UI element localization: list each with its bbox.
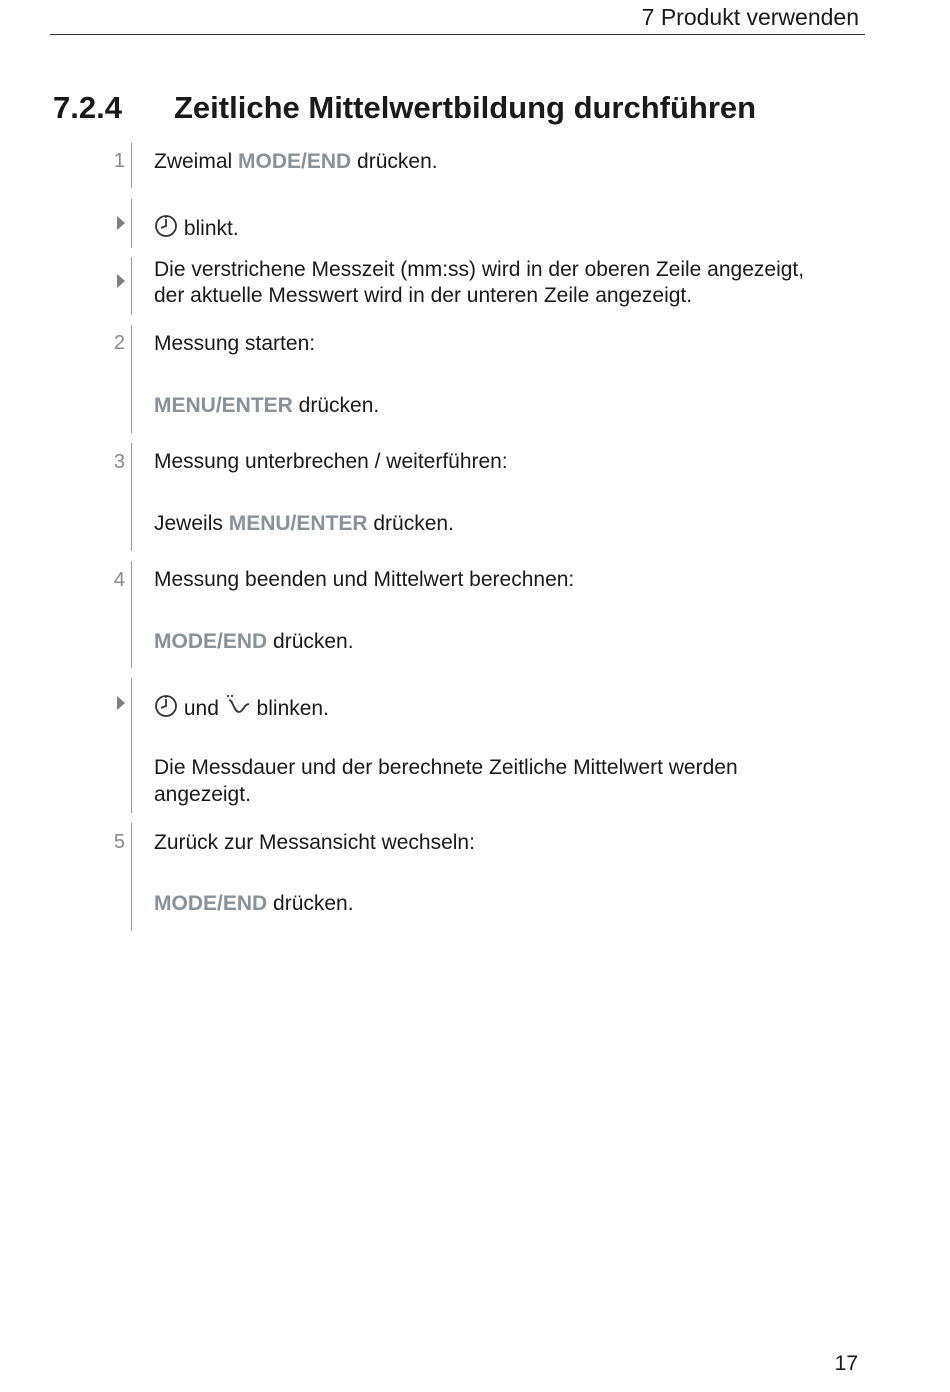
- result-line-1: Die verstrichene Messzeit (mm:ss) wird in der oberen Zeile angezeigt,: [154, 258, 805, 281]
- result-label: blinkt.: [178, 217, 239, 240]
- result-line-1: Die Messdauer und der berechnete Zeitliche Mittelwert werden: [154, 756, 738, 779]
- average-icon: [225, 692, 251, 718]
- step-text: drücken.: [367, 512, 454, 535]
- running-header: 7 Produkt verwenden: [641, 4, 859, 30]
- triangle-icon: [117, 274, 125, 288]
- result-label: blinken.: [250, 697, 329, 720]
- step-action: [154, 629, 354, 655]
- step-text: Zweimal: [154, 150, 239, 173]
- result-line-2: der aktuelle Messwert wird in der unteren Zeile angezeigt.: [154, 284, 693, 307]
- result-label: und: [178, 697, 225, 720]
- step-text: drücken.: [351, 150, 438, 173]
- step-bar: [131, 257, 132, 315]
- step-text: drücken.: [267, 630, 354, 653]
- step-action: [154, 891, 354, 917]
- result-text: [154, 214, 239, 242]
- step-text: Jeweils: [154, 512, 229, 535]
- step-text: drücken.: [292, 394, 380, 417]
- step-bar: [131, 199, 132, 248]
- result-arrow: [85, 693, 125, 716]
- step-instruction: Messung unterbrechen / weiterführen:: [154, 450, 508, 473]
- key-label: MODE/END: [154, 630, 268, 653]
- step-number: 4: [113, 569, 125, 591]
- key-label: MENU/ENTER: [154, 394, 293, 417]
- step-instruction: Messung starten:: [154, 332, 316, 355]
- key-label: MODE/END: [154, 892, 268, 915]
- step-bar: [131, 678, 132, 813]
- result-text: [154, 692, 329, 722]
- step-instruction: [154, 149, 438, 175]
- step-text: drücken.: [267, 892, 354, 915]
- result-arrow: [85, 213, 125, 236]
- step-number: 5: [113, 831, 125, 853]
- header-rule: [50, 34, 865, 35]
- step-bar: [131, 325, 132, 433]
- section-number: 7.2.4: [53, 90, 122, 125]
- result-arrow: [85, 271, 125, 294]
- key-label: MODE/END: [238, 150, 352, 173]
- step-number: 3: [113, 451, 125, 473]
- step-instruction: Zurück zur Messansicht wechseln:: [154, 831, 475, 854]
- triangle-icon: [117, 696, 125, 710]
- section-title: Zeitliche Mittelwertbildung durchführen: [174, 90, 757, 125]
- step-action: [154, 393, 379, 419]
- step-number: 2: [113, 332, 125, 354]
- step-number: 1: [113, 150, 125, 172]
- clock-icon: [154, 214, 178, 238]
- step-bar: [131, 443, 132, 551]
- result-line-2: angezeigt.: [154, 783, 251, 806]
- step-bar: [131, 143, 132, 188]
- step-action: [154, 511, 454, 537]
- clock-icon: [154, 694, 178, 718]
- step-instruction: Messung beenden und Mittelwert berechnen:: [154, 568, 575, 591]
- key-label: MENU/ENTER: [228, 512, 368, 535]
- triangle-icon: [117, 216, 125, 230]
- step-bar: [131, 561, 132, 668]
- page-number: 17: [834, 1352, 858, 1375]
- step-bar: [131, 823, 132, 931]
